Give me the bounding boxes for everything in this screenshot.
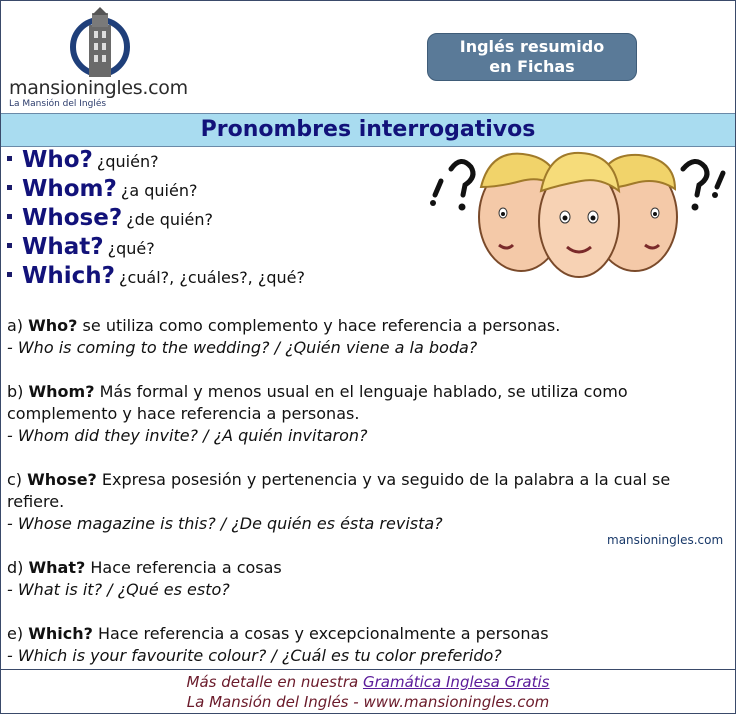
explanations [7, 315, 731, 667]
pronoun-word: Who? [22, 147, 93, 173]
pronoun-translation: ¿cuál?, ¿cuáles?, ¿qué? [118, 268, 305, 287]
site-watermark: mansioningles.com [607, 533, 724, 547]
section-example: - Which is your favourite colour? / ¿Cuál es tu color preferido? [7, 646, 502, 665]
header [1, 1, 735, 113]
explanation-item [7, 381, 731, 447]
section-desc: Hace referencia a cosas [90, 558, 282, 577]
section-letter: d) [7, 558, 24, 577]
section-letter: e) [7, 624, 24, 643]
list-item [7, 263, 305, 292]
pronoun-list [7, 147, 305, 292]
explanation-item [7, 315, 731, 359]
section-term: Who? [28, 316, 78, 335]
explanation-item [7, 623, 731, 667]
section-example: - Who is coming to the wedding? / ¿Quién viene a la boda? [7, 338, 478, 357]
section-example: - What is it? / ¿Qué es esto? [7, 580, 230, 599]
pronoun-translation: ¿quién? [96, 152, 159, 171]
explanation-item [7, 469, 731, 535]
badge-line-1: Inglés resumido [459, 37, 605, 56]
tower-logo-icon [67, 7, 133, 77]
list-item [7, 205, 305, 234]
bullet-icon [7, 272, 12, 277]
bullet-icon [7, 156, 12, 161]
section-desc: se utiliza como complemento y hace referencia a personas. [82, 316, 561, 335]
pronoun-translation: ¿a quién? [120, 181, 198, 200]
thinking-faces-illustration [429, 147, 735, 287]
fichas-badge [427, 33, 637, 81]
footer-site: La Mansión del Inglés - www.mansioningles.com [186, 693, 550, 711]
section-term: Whose? [27, 470, 97, 489]
section-term: Whom? [28, 382, 95, 401]
pronoun-word: What? [22, 234, 104, 260]
section-example: - Whom did they invite? / ¿A quién invitaron? [7, 426, 368, 445]
section-desc: Hace referencia a cosas y excepcionalmente a personas [97, 624, 549, 643]
list-item [7, 234, 305, 263]
explanation-item [7, 557, 731, 601]
badge-line-2: en Fichas [489, 57, 575, 76]
footer [1, 669, 735, 716]
section-desc: Más formal y menos usual en el lenguaje hablado, se utiliza como complemento y hace referencia a personas. [7, 382, 628, 423]
section-desc: Expresa posesión y pertenencia y va seguido de la palabra a la cual se refiere. [7, 470, 671, 511]
page-title: Pronombres interrogativos [1, 113, 735, 147]
section-term: Which? [28, 624, 93, 643]
list-item [7, 147, 305, 176]
pronoun-word: Whom? [22, 176, 117, 202]
bullet-icon [7, 185, 12, 190]
brand-name: mansioningles.com [9, 77, 188, 99]
pronoun-word: Which? [22, 263, 115, 289]
pronoun-word: Whose? [22, 205, 123, 231]
grammar-link[interactable]: Gramática Inglesa Gratis [362, 673, 550, 691]
bullet-icon [7, 243, 12, 248]
section-term: What? [28, 558, 86, 577]
section-example: - Whose magazine is this? / ¿De quién es ésta revista? [7, 514, 443, 533]
section-letter: c) [7, 470, 23, 489]
pronoun-translation: ¿qué? [107, 239, 155, 258]
pronoun-translation: ¿de quién? [126, 210, 213, 229]
bullet-icon [7, 214, 12, 219]
section-letter: b) [7, 382, 24, 401]
list-item [7, 176, 305, 205]
footer-prefix: Más detalle en nuestra [186, 673, 359, 691]
section-letter: a) [7, 316, 24, 335]
brand-subtitle: La Mansión del Inglés [9, 99, 107, 109]
